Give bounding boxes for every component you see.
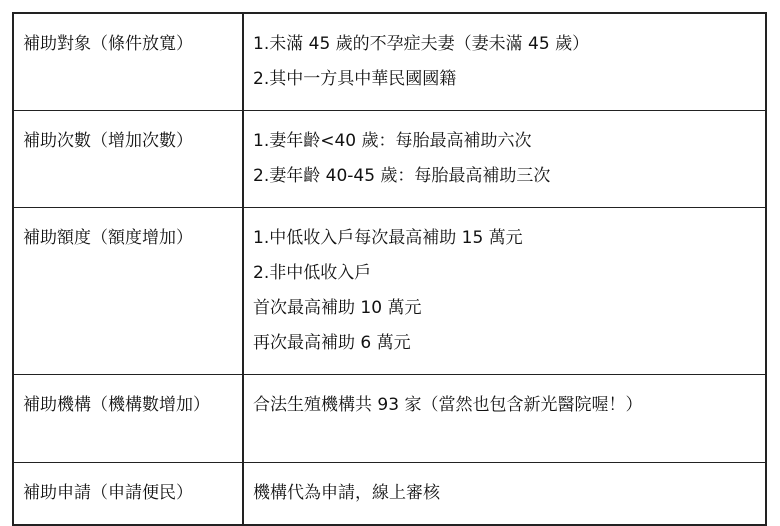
row-label: 補助機構（機構數增加） — [13, 375, 243, 463]
content-line: 再次最高補助 6 萬元 — [253, 333, 411, 353]
content-line: 2.非中低收入戶 — [253, 263, 372, 283]
content-line: 2.妻年齡 40-45 歲：每胎最高補助三次 — [253, 166, 551, 186]
table-row — [13, 13, 766, 111]
content-line: 2.其中一方具中華民國國籍 — [253, 69, 457, 89]
content-line: 1.中低收入戶每次最高補助 15 萬元 — [253, 228, 523, 248]
row-label: 補助次數（增加次數） — [13, 111, 243, 208]
table-row — [13, 111, 766, 208]
row-content — [243, 13, 766, 111]
table-row — [13, 375, 766, 463]
row-content — [243, 111, 766, 208]
content-line: 1.妻年齡<40 歲：每胎最高補助六次 — [253, 131, 532, 151]
content-line: 機構代為申請，線上審核 — [253, 483, 440, 503]
row-label: 補助額度（額度增加） — [13, 208, 243, 375]
content-line: 1.未滿 45 歲的不孕症夫妻（妻未滿 45 歲） — [253, 34, 590, 54]
content-line: 首次最高補助 10 萬元 — [253, 298, 422, 318]
row-label: 補助對象（條件放寬） — [13, 13, 243, 111]
row-content — [243, 375, 766, 463]
table-row — [13, 463, 766, 526]
subsidy-info-table — [12, 12, 767, 526]
row-label: 補助申請（申請便民） — [13, 463, 243, 526]
row-content — [243, 208, 766, 375]
content-line: 合法生殖機構共 93 家（當然也包含新光醫院喔！） — [253, 395, 643, 415]
row-content — [243, 463, 766, 526]
table-row — [13, 208, 766, 375]
